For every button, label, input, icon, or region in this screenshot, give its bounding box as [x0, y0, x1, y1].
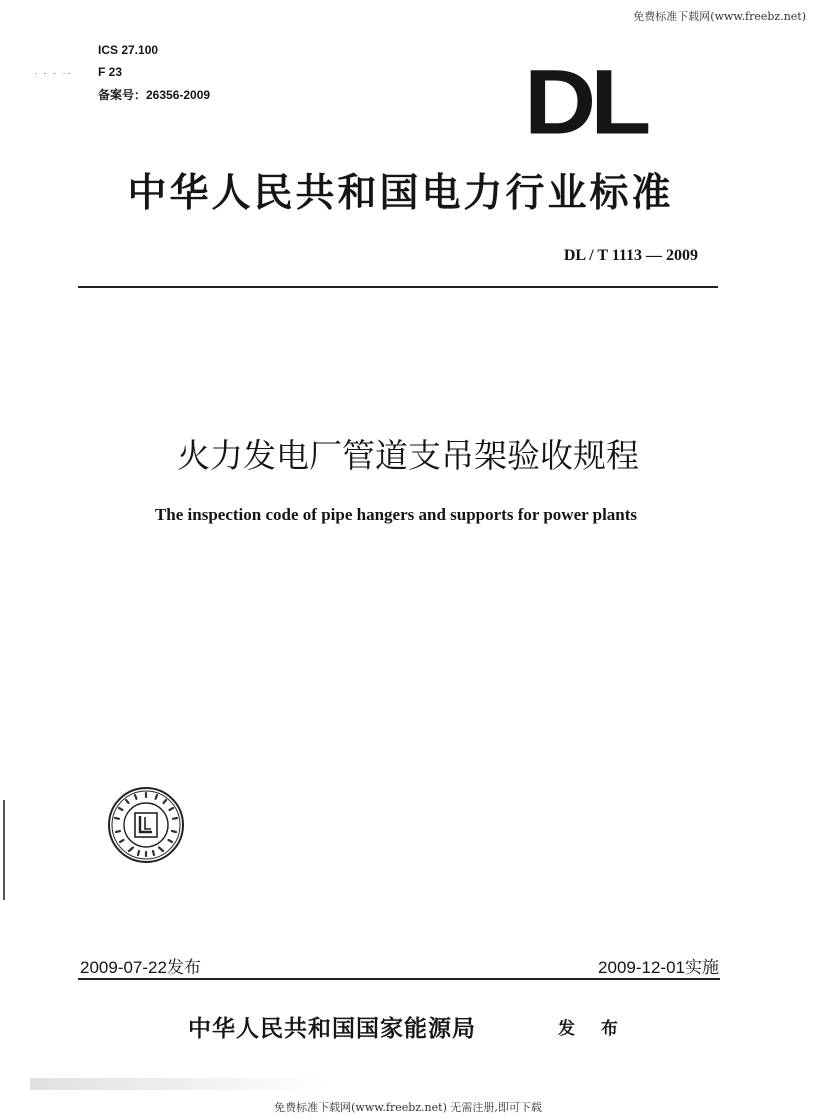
- standard-body-title: 中华人民共和国电力行业标准: [127, 171, 674, 216]
- classification-code: F 23: [98, 65, 123, 79]
- publisher-name: 中华人民共和国国家能源局: [188, 1016, 476, 1042]
- ics-code: ICS 27.100: [98, 43, 159, 57]
- scan-smudge: [30, 1078, 330, 1090]
- effective-date: 2009-12-01实施: [598, 958, 719, 977]
- standard-number: DL / T 1113 — 2009: [563, 247, 698, 264]
- filing-number: 备案号：26356-2009: [98, 88, 211, 102]
- scan-artifact: · - - ·-: [34, 68, 73, 78]
- top-watermark: 免费标准下载网(www.freebz.net): [633, 10, 806, 23]
- bottom-watermark: 免费标准下载网(www.freebz.net) 无需注册,即可下载: [274, 1101, 542, 1114]
- document-title-chinese: 火力发电厂管道支吊架验收规程: [177, 436, 639, 475]
- seal-icon: [107, 786, 185, 864]
- issue-date: 2009-07-22发布: [80, 958, 201, 977]
- scan-edge: [3, 800, 5, 900]
- top-divider: [78, 286, 718, 288]
- dl-logo: DL: [524, 50, 646, 154]
- bottom-divider: [78, 978, 720, 980]
- publish-label: 发 布: [558, 1019, 628, 1039]
- document-title-english: The inspection code of pipe hangers and supports for power plants: [154, 505, 638, 524]
